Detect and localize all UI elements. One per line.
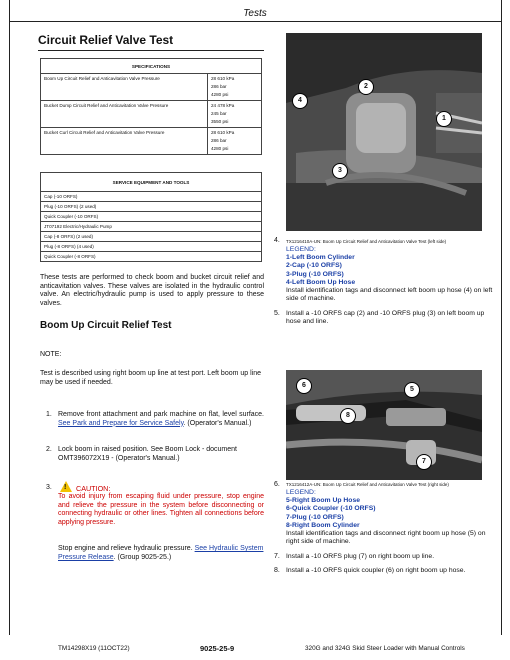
legend-item: 2-Cap (-10 ORFS) bbox=[286, 262, 342, 270]
equipment-item: Cap (-8 ORFS) (2 used) bbox=[41, 232, 262, 242]
legend-item: 1-Left Boom Cylinder bbox=[286, 254, 355, 262]
image-caption: TX1216412A-UN: Boom Up Circuit Relief and Anticavitation Valve Test (right side) bbox=[286, 482, 449, 487]
left-side-photo bbox=[286, 33, 482, 231]
step-number: 2. bbox=[46, 446, 52, 453]
spec-values bbox=[208, 128, 262, 155]
step-number: 1. bbox=[46, 411, 52, 418]
legend-label: LEGEND: bbox=[286, 246, 316, 253]
legend-item: 6-Quick Coupler (-10 ORFS) bbox=[286, 505, 376, 513]
footer-doc-id: TM14298X19 (11OCT22) bbox=[58, 645, 130, 652]
footer-title: 320G and 324G Skid Steer Loader with Manual Controls bbox=[305, 645, 465, 652]
step-7-text: Install a -10 ORFS plug (7) on right boom up line. bbox=[286, 553, 435, 560]
right-side-photo-drawing bbox=[286, 370, 482, 480]
legend-item: 7-Plug (-10 ORFS) bbox=[286, 513, 344, 521]
step-number: 5. bbox=[274, 310, 280, 317]
spec-value: 24 478 kPa bbox=[211, 103, 235, 108]
equipment-item: Quick Coupler (-8 ORFS) bbox=[41, 252, 262, 262]
spec-values bbox=[208, 74, 262, 101]
callout-3: 3 bbox=[332, 163, 348, 179]
step-number: 7. bbox=[274, 553, 280, 560]
step-after: . (Group 9025-25.) bbox=[113, 553, 172, 561]
step-6-text: Install identification tags and disconnect right boom up hose (5) on right side of machine. bbox=[286, 530, 486, 546]
spec-value: 28 610 kPa bbox=[211, 76, 235, 81]
specifications-table bbox=[40, 58, 262, 155]
spec-name: Bucket Curl Circuit Relief and Anticavitation Valve Pressure bbox=[41, 128, 208, 155]
left-side-photo-drawing bbox=[286, 33, 482, 231]
note-text: Test is described using right boom up line at test port. Left boom up line may be used if needed. bbox=[40, 370, 262, 386]
legend-label: LEGEND: bbox=[286, 489, 316, 496]
section-heading: Boom Up Circuit Relief Test bbox=[40, 320, 172, 331]
callout-7: 7 bbox=[416, 454, 432, 470]
legend-block bbox=[286, 489, 376, 530]
step-4-text: Install identification tags and disconnect left boom up hose (4) on left side of machine. bbox=[286, 287, 493, 303]
legend-item: 4-Left Boom Up Hose bbox=[286, 278, 356, 286]
equipment-item: JT07192 Electric/Hydraulic Pump bbox=[41, 222, 262, 232]
callout-2: 2 bbox=[358, 79, 374, 95]
legend-item: 3-Plug (-10 ORFS) bbox=[286, 270, 344, 278]
equipment-item: Plug (-8 ORFS) (4 used) bbox=[41, 242, 262, 252]
equipment-item: Quick Coupler (-10 ORFS) bbox=[41, 212, 262, 222]
warning-exclamation: ! bbox=[64, 484, 67, 491]
step-5-text: Install a -10 ORFS cap (2) and -10 ORFS plug (3) on left boom up hose and line. bbox=[286, 310, 485, 326]
step-2-text: Lock boom in raised position. See Boom Lock - document OMT396072X19 - (Operator's Manual.) bbox=[58, 446, 237, 462]
step-number: 4. bbox=[274, 237, 280, 244]
equipment-item: Cap (-10 ORFS) bbox=[41, 192, 262, 202]
intro-paragraph: These tests are performed to check boom and bucket circuit relief and anticavitation valves. These valves are isolated in the hydraulic control valve. An electric/hydraulic pump is used to apply pressure to these valves. bbox=[40, 274, 264, 307]
step-number: 3. bbox=[46, 484, 52, 491]
equipment-heading: SERVICE EQUIPMENT AND TOOLS bbox=[41, 173, 262, 192]
image-caption: TX1216410A-UN: Boom Up Circuit Relief and Anticavitation Valve Test (left side) bbox=[286, 239, 447, 244]
spec-value: 28 610 kPa bbox=[211, 130, 235, 135]
callout-4: 4 bbox=[292, 93, 308, 109]
pressure-release-link[interactable]: See Hydraulic System Pressure Release bbox=[58, 545, 264, 561]
spec-value: 286 bar bbox=[211, 138, 227, 143]
callout-1: 1 bbox=[436, 111, 452, 127]
caution-label: CAUTION: bbox=[76, 484, 111, 493]
legend-item: 8-Right Boom Cylinder bbox=[286, 521, 360, 529]
spec-value: 245 bar bbox=[211, 111, 227, 116]
spec-heading: SPECIFICATIONS bbox=[41, 59, 262, 74]
footer-page-number: 9025-25-9 bbox=[200, 644, 235, 653]
callout-5: 5 bbox=[404, 382, 420, 398]
page-title: Circuit Relief Valve Test bbox=[38, 33, 174, 47]
spec-value: 4280 psi bbox=[211, 146, 229, 151]
equipment-item: Plug (-10 ORFS) (2 used) bbox=[41, 202, 262, 212]
spec-value: 286 bar bbox=[211, 84, 227, 89]
right-side-photo bbox=[286, 370, 482, 480]
note-label: NOTE: bbox=[40, 351, 62, 358]
spec-value: 4280 psi bbox=[211, 92, 229, 97]
park-prepare-link[interactable]: See Park and Prepare for Service Safely bbox=[58, 419, 184, 427]
title-rule bbox=[38, 50, 264, 51]
legend-item: 5-Right Boom Up Hose bbox=[286, 497, 361, 505]
equipment-table bbox=[40, 172, 262, 262]
page-header: Tests bbox=[243, 8, 267, 19]
callout-8: 8 bbox=[340, 408, 356, 424]
step-number: 8. bbox=[274, 567, 280, 574]
step-after: . (Operator's Manual.) bbox=[183, 419, 252, 427]
step-text: Remove front attachment and park machine on flat, level surface. bbox=[58, 411, 264, 418]
page-border-right bbox=[501, 0, 502, 635]
caution-text: To avoid injury from escaping fluid under pressure, stop engine and relieve the pressure in the system before disconnecting or connecting hydraulic or other lines. Tighten all connections before applying pressure. bbox=[58, 493, 264, 526]
step-3-text bbox=[58, 545, 264, 562]
step-8-text: Install a -10 ORFS quick coupler (6) on right boom up hose. bbox=[286, 567, 466, 574]
page-border-left bbox=[9, 0, 10, 635]
legend-block bbox=[286, 246, 355, 287]
step-number: 6. bbox=[274, 481, 280, 488]
spec-values bbox=[208, 101, 262, 128]
step-1-text bbox=[58, 411, 264, 428]
callout-6: 6 bbox=[296, 378, 312, 394]
spec-name: Boom Up Circuit Relief and Anticavitation Valve Pressure bbox=[41, 74, 208, 101]
spec-name: Bucket Dump Circuit Relief and Anticavitation Valve Pressure bbox=[41, 101, 208, 128]
step-text: Stop engine and relieve hydraulic pressure. bbox=[58, 545, 193, 552]
header-rule bbox=[9, 21, 501, 22]
spec-value: 3550 psi bbox=[211, 119, 229, 124]
